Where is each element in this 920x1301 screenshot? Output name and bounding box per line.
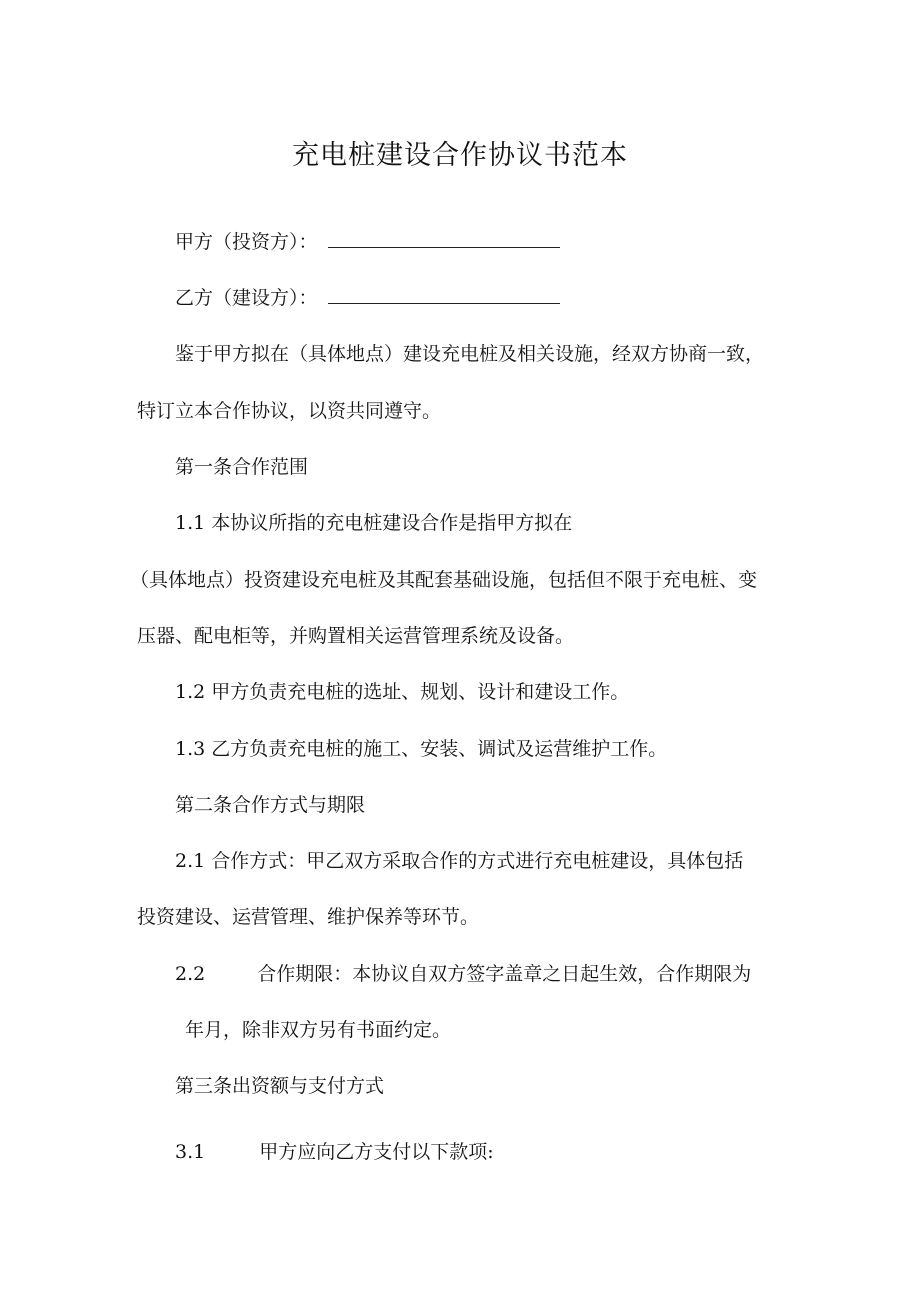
intro-line-2: 特订立本合作协议，以资共同遵守。 xyxy=(137,400,442,422)
clause-1-3 xyxy=(175,735,667,763)
article-2-heading: 第二条合作方式与期限 xyxy=(175,794,366,816)
clause-2-1-line-2: 投资建设、运营管理、维护保养等环节。 xyxy=(137,906,480,928)
clause-1-1 xyxy=(175,509,572,537)
clause-text: 合作方式：甲乙双方采取合作的方式进行充电桩建设，具体包括 xyxy=(211,850,744,872)
clause-number: 1.1 xyxy=(175,512,206,534)
clause-2-2 xyxy=(175,960,751,988)
clause-2-2-line-2: 年月，除非双方另有书面约定。 xyxy=(185,1019,452,1041)
party-b-label: 乙方（建设方）： xyxy=(175,287,318,309)
party-b-blank[interactable] xyxy=(328,285,560,304)
party-a-line xyxy=(175,228,560,256)
clause-text: 甲方应向乙方支付以下款项: xyxy=(259,1141,494,1163)
clause-1-2 xyxy=(175,678,629,706)
document-title: 充电桩建设合作协议书范本 xyxy=(292,140,628,171)
clause-text: 乙方负责充电桩的施工、安装、调试及运营维护工作。 xyxy=(211,738,668,760)
clause-number: 3.1 xyxy=(175,1141,206,1163)
clause-3-1 xyxy=(175,1138,494,1166)
article-1-heading: 第一条合作范围 xyxy=(175,456,309,478)
clause-number: 1.2 xyxy=(175,681,206,703)
clause-number: 2.1 xyxy=(175,850,206,872)
article-3-heading: 第三条出资额与支付方式 xyxy=(175,1075,385,1097)
party-a-label: 甲方（投资方）： xyxy=(175,231,318,253)
clause-1-1-line-2: （具体地点）投资建设充电桩及其配套基础设施，包括但不限于充电桩、变 xyxy=(130,569,758,591)
clause-text: 本协议所指的充电桩建设合作是指甲方拟在 xyxy=(211,512,573,534)
party-b-line xyxy=(175,284,560,312)
clause-number: 2.2 xyxy=(175,963,206,985)
clause-1-1-line-3: 压器、配电柜等，并购置相关运营管理系统及设备。 xyxy=(137,625,575,647)
clause-number: 1.3 xyxy=(175,738,206,760)
party-a-blank[interactable] xyxy=(328,229,560,248)
clause-2-1 xyxy=(175,847,743,875)
clause-text: 甲方负责充电桩的选址、规划、设计和建设工作。 xyxy=(211,681,630,703)
intro-line-1: 鉴于甲方拟在（具体地点）建设充电桩及相关设施，经双方协商一致， xyxy=(175,343,765,365)
clause-text: 合作期限：本协议自双方签字盖章之日起生效，合作期限为 xyxy=(257,963,752,985)
